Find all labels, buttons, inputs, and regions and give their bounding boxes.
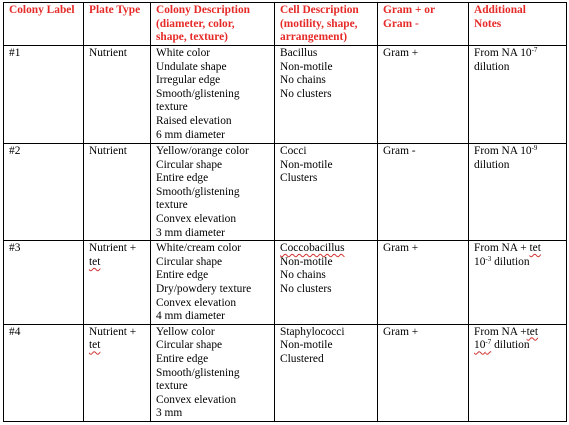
notes-text: From NA 10 bbox=[474, 47, 532, 59]
cell-description-line: Non-motile bbox=[280, 255, 333, 268]
colony-table bbox=[3, 2, 567, 422]
notes-text: From NA 10 bbox=[474, 145, 532, 157]
notes-line: dilution bbox=[474, 158, 510, 171]
cell-colony-label: #4 bbox=[4, 324, 84, 421]
notes-line bbox=[474, 145, 562, 159]
colony-description-line: Yellow color bbox=[156, 325, 215, 338]
colony-description-line: White color bbox=[156, 47, 211, 59]
cell-description-line: Clusters bbox=[280, 172, 318, 185]
cell-description-line: Non-motile bbox=[280, 60, 333, 73]
header-additional-notes-line: Additional bbox=[474, 4, 526, 16]
cell-additional-notes bbox=[469, 241, 567, 325]
header-gram-line: Gram + or bbox=[383, 4, 436, 16]
colony-description-line: Circular shape bbox=[156, 339, 223, 352]
header-plate-type bbox=[84, 3, 151, 46]
notes-text: dilution bbox=[491, 339, 530, 352]
cell-colony-description bbox=[151, 46, 275, 144]
header-cell-description-line: Cell Description bbox=[280, 4, 359, 16]
notes-line bbox=[474, 256, 562, 270]
plate-type-line bbox=[89, 256, 146, 270]
colony-description-line: Irregular edge bbox=[156, 74, 221, 87]
notes-antibiotic: tet bbox=[529, 242, 541, 255]
notes-antibiotic: tet bbox=[526, 325, 539, 338]
colony-description-line: Smooth/glistening bbox=[156, 185, 240, 198]
notes-line bbox=[474, 326, 562, 340]
notes-exponent: -7 bbox=[485, 338, 492, 347]
cell-plate-type bbox=[84, 144, 151, 241]
cell-colony-description bbox=[151, 324, 275, 421]
header-additional-notes bbox=[469, 3, 567, 46]
header-colony-description-line: (diameter, color, bbox=[156, 17, 235, 30]
colony-description-line: Entire edge bbox=[156, 172, 209, 185]
cell-description-line: Staphylococci bbox=[280, 325, 345, 338]
table-row bbox=[4, 241, 567, 325]
notes-line bbox=[474, 339, 562, 353]
cell-description-line: Cocci bbox=[280, 145, 307, 157]
colony-description-line: Dry/powdery texture bbox=[156, 282, 252, 295]
notes-exponent: -9 bbox=[531, 144, 538, 152]
notes-exponent: -3 bbox=[485, 254, 492, 263]
header-gram bbox=[378, 3, 469, 46]
table-header-row bbox=[4, 3, 567, 46]
colony-description-line: texture bbox=[156, 199, 188, 212]
cell-gram: Gram + bbox=[378, 46, 469, 144]
plate-type-line: Nutrient bbox=[89, 47, 127, 59]
colony-description-line: texture bbox=[156, 380, 188, 393]
header-plate-type-line: Plate Type bbox=[89, 4, 141, 16]
cell-gram: Gram + bbox=[378, 241, 469, 325]
cell-gram: Gram - bbox=[378, 144, 469, 241]
cell-shape-word: Coccobacillus bbox=[280, 242, 345, 255]
cell-cell-description bbox=[275, 144, 378, 241]
header-cell-description-line: arrangement) bbox=[280, 31, 348, 44]
colony-description-line: Convex elevation bbox=[156, 296, 237, 309]
colony-description-line: Convex elevation bbox=[156, 212, 237, 225]
cell-additional-notes bbox=[469, 324, 567, 421]
notes-line: dilution bbox=[474, 60, 510, 73]
cell-description-line: Non-motile bbox=[280, 158, 333, 171]
cell-description-line: Non-motile bbox=[280, 339, 333, 352]
plate-type-line: Nutrient + bbox=[89, 242, 137, 255]
table-row bbox=[4, 324, 567, 421]
header-additional-notes-line: Notes bbox=[474, 17, 502, 30]
cell-plate-type bbox=[84, 324, 151, 421]
cell-description-line: No chains bbox=[280, 269, 326, 282]
notes-exponent-base bbox=[474, 339, 491, 351]
colony-description-line: 6 mm diameter bbox=[156, 128, 225, 141]
cell-description-line: No clusters bbox=[280, 87, 332, 100]
header-colony-description-line: shape, texture) bbox=[156, 31, 228, 44]
notes-exponent: -7 bbox=[531, 46, 538, 54]
table-row bbox=[4, 46, 567, 144]
header-colony-label-line: Colony Label bbox=[9, 4, 75, 16]
cell-plate-type bbox=[84, 241, 151, 325]
header-gram-line: Gram - bbox=[383, 17, 419, 30]
cell-description-line: Bacillus bbox=[280, 47, 318, 59]
colony-description-line: Entire edge bbox=[156, 352, 209, 365]
colony-description-line: Undulate shape bbox=[156, 60, 227, 73]
notes-text: 10 bbox=[474, 339, 486, 352]
header-colony-label bbox=[4, 3, 84, 46]
colony-description-line: 4 mm diameter bbox=[156, 310, 225, 323]
cell-gram: Gram + bbox=[378, 324, 469, 421]
colony-description-line: Circular shape bbox=[156, 158, 223, 171]
table-row bbox=[4, 144, 567, 241]
notes-text: From NA + bbox=[474, 325, 527, 338]
colony-description-line: texture bbox=[156, 101, 188, 114]
plate-type-antibiotic: tet bbox=[89, 255, 101, 268]
colony-description-line: Yellow/orange color bbox=[156, 145, 249, 157]
cell-colony-label: #1 bbox=[4, 46, 84, 144]
cell-description-line: No clusters bbox=[280, 282, 332, 295]
cell-cell-description bbox=[275, 241, 378, 325]
colony-description-line: Convex elevation bbox=[156, 393, 237, 406]
notes-line bbox=[474, 242, 562, 256]
plate-type-line bbox=[89, 339, 146, 353]
notes-text: dilution bbox=[491, 255, 530, 268]
notes-text: From NA + bbox=[474, 242, 530, 255]
colony-description-line: Entire edge bbox=[156, 269, 209, 282]
cell-colony-description bbox=[151, 241, 275, 325]
cell-colony-label: #3 bbox=[4, 241, 84, 325]
plate-type-line: Nutrient bbox=[89, 145, 127, 157]
header-colony-description bbox=[151, 3, 275, 46]
colony-description-line: White/cream color bbox=[156, 242, 242, 255]
cell-additional-notes bbox=[469, 144, 567, 241]
cell-plate-type bbox=[84, 46, 151, 144]
notes-line bbox=[474, 47, 562, 61]
colony-description-line: Circular shape bbox=[156, 255, 223, 268]
plate-type-line: Nutrient + bbox=[89, 325, 137, 338]
colony-description-line: 3 mm bbox=[156, 407, 183, 420]
cell-description-line: No chains bbox=[280, 74, 326, 87]
notes-text: 10 bbox=[474, 255, 486, 268]
cell-description-line: Clustered bbox=[280, 352, 324, 365]
plate-type-antibiotic: tet bbox=[89, 339, 101, 352]
header-colony-description-line: Colony Description bbox=[156, 4, 250, 16]
header-cell-description-line: (motility, shape, bbox=[280, 17, 358, 30]
cell-cell-description bbox=[275, 46, 378, 144]
cell-additional-notes bbox=[469, 46, 567, 144]
cell-colony-description bbox=[151, 144, 275, 241]
colony-description-line: Raised elevation bbox=[156, 114, 232, 127]
colony-description-line: Smooth/glistening bbox=[156, 366, 240, 379]
cell-description-line bbox=[280, 242, 373, 256]
header-cell-description bbox=[275, 3, 378, 46]
cell-colony-label: #2 bbox=[4, 144, 84, 241]
colony-description-line: Smooth/glistening bbox=[156, 87, 240, 100]
colony-description-line: 3 mm diameter bbox=[156, 226, 225, 239]
cell-cell-description bbox=[275, 324, 378, 421]
